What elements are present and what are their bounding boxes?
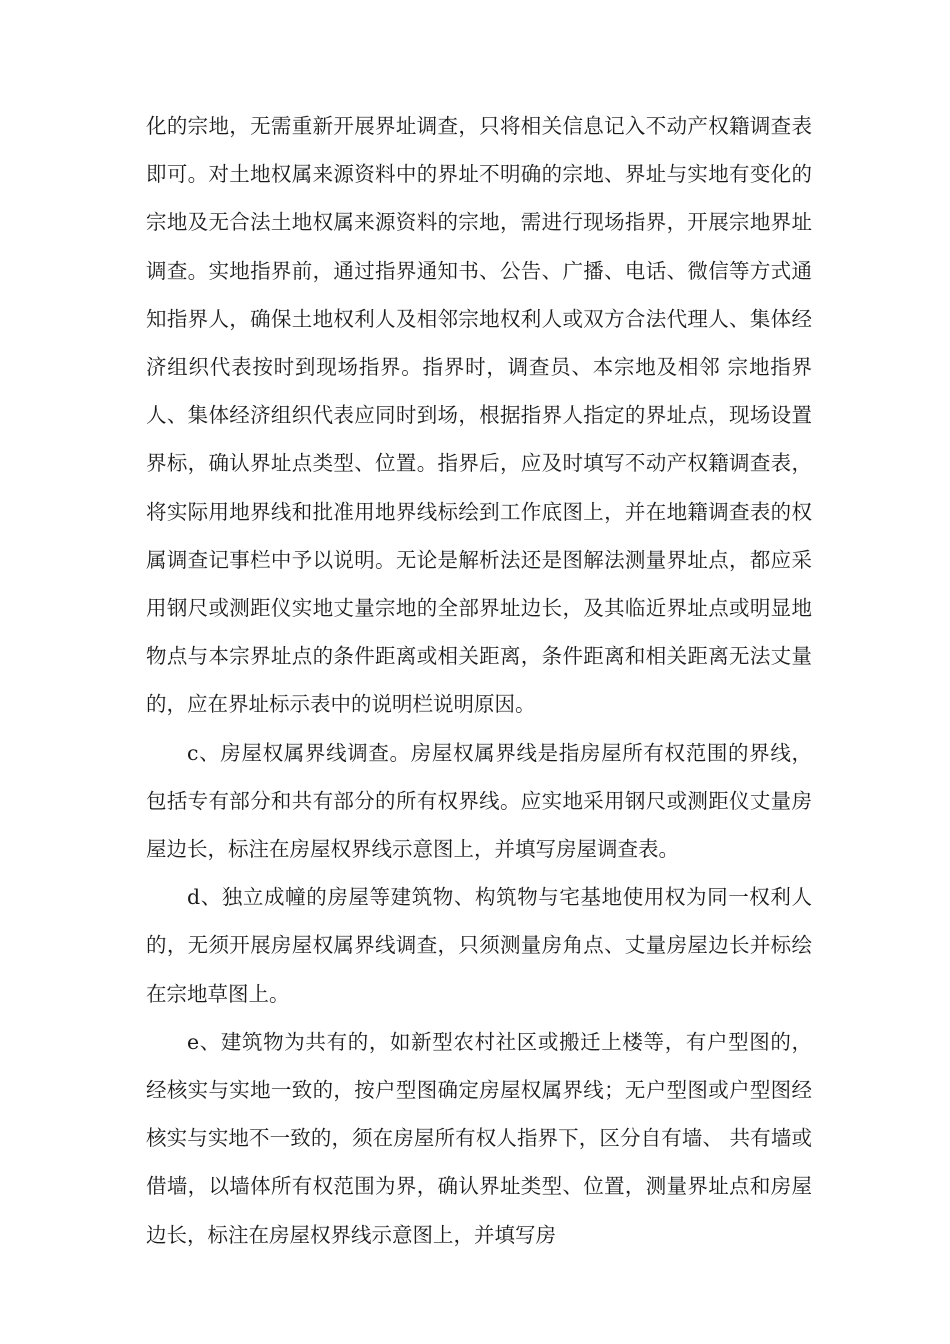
paragraph-continued: 化的宗地，无需重新开展界址调查，只将相关信息记入不动产权籍调查表即可。对土地权属来源资料中的界址不明确的宗地、界址与实地有变化的宗地及无合法土地权属来源资料的宗地，需进行现场指界，开展宗地界址调查。实地指界前，通过指界通知书、公告、广播、电话、微信等方式通知指界人，确保土地权利人及相邻宗地权利人或双方合法代理人、集体经济组织代表按时到现场指界。指界时，调查员、本宗地及相邻 宗地指界人、集体经济组织代表应同时到场，根据指界人指定的界址点，现场设置界标，确认界址点类型、位置。指界后，应及时填写不动产权籍调查表，将实际用地界线和批准用地界线标绘到工作底图上，并在地籍调查表的权属调查记事栏中予以说明。无论是解析法还是图解法测量界址点，都应采用钢尺或测距仪实地丈量宗地的全部界址边长，及其临近界址点或明显地物点与本宗界址点的条件距离或相关距离，条件距离和相关距离无法丈量的，应在界址标示表中的说明栏说明原因。 <box>146 114 812 717</box>
body-text <box>146 102 812 1259</box>
paragraph-house-boundary-survey: c、房屋权属界线调查。房屋权属界线是指房屋所有权范围的界线，包括专有部分和共有部分的所有权界线。应实地采用钢尺或测距仪丈量房屋边长，标注在房屋权界线示意图上，并填写房屋调查表。 <box>146 740 812 862</box>
paragraph-independent-building: d、独立成幢的房屋等建筑物、构筑物与宅基地使用权为同一权利人的，无须开展房屋权属界线调查，只须测量房角点、丈量房屋边长并标绘在宗地草图上。 <box>146 885 812 1006</box>
paragraph-shared-building: e、建筑物为共有的，如新型农村社区或搬迁上楼等，有户型图的， 经核实与实地一致的，按户型图确定房屋权属界线；无户型图或户型图经核实与实地不一致的，须在房屋所有权人指界下，区分自有墙、 共有墙或借墙，以墙体所有权范围为界，确认界址类型、位置，测量界址点和房屋边长，标注在房屋权界线示意图上，并填写房 <box>146 1029 812 1247</box>
